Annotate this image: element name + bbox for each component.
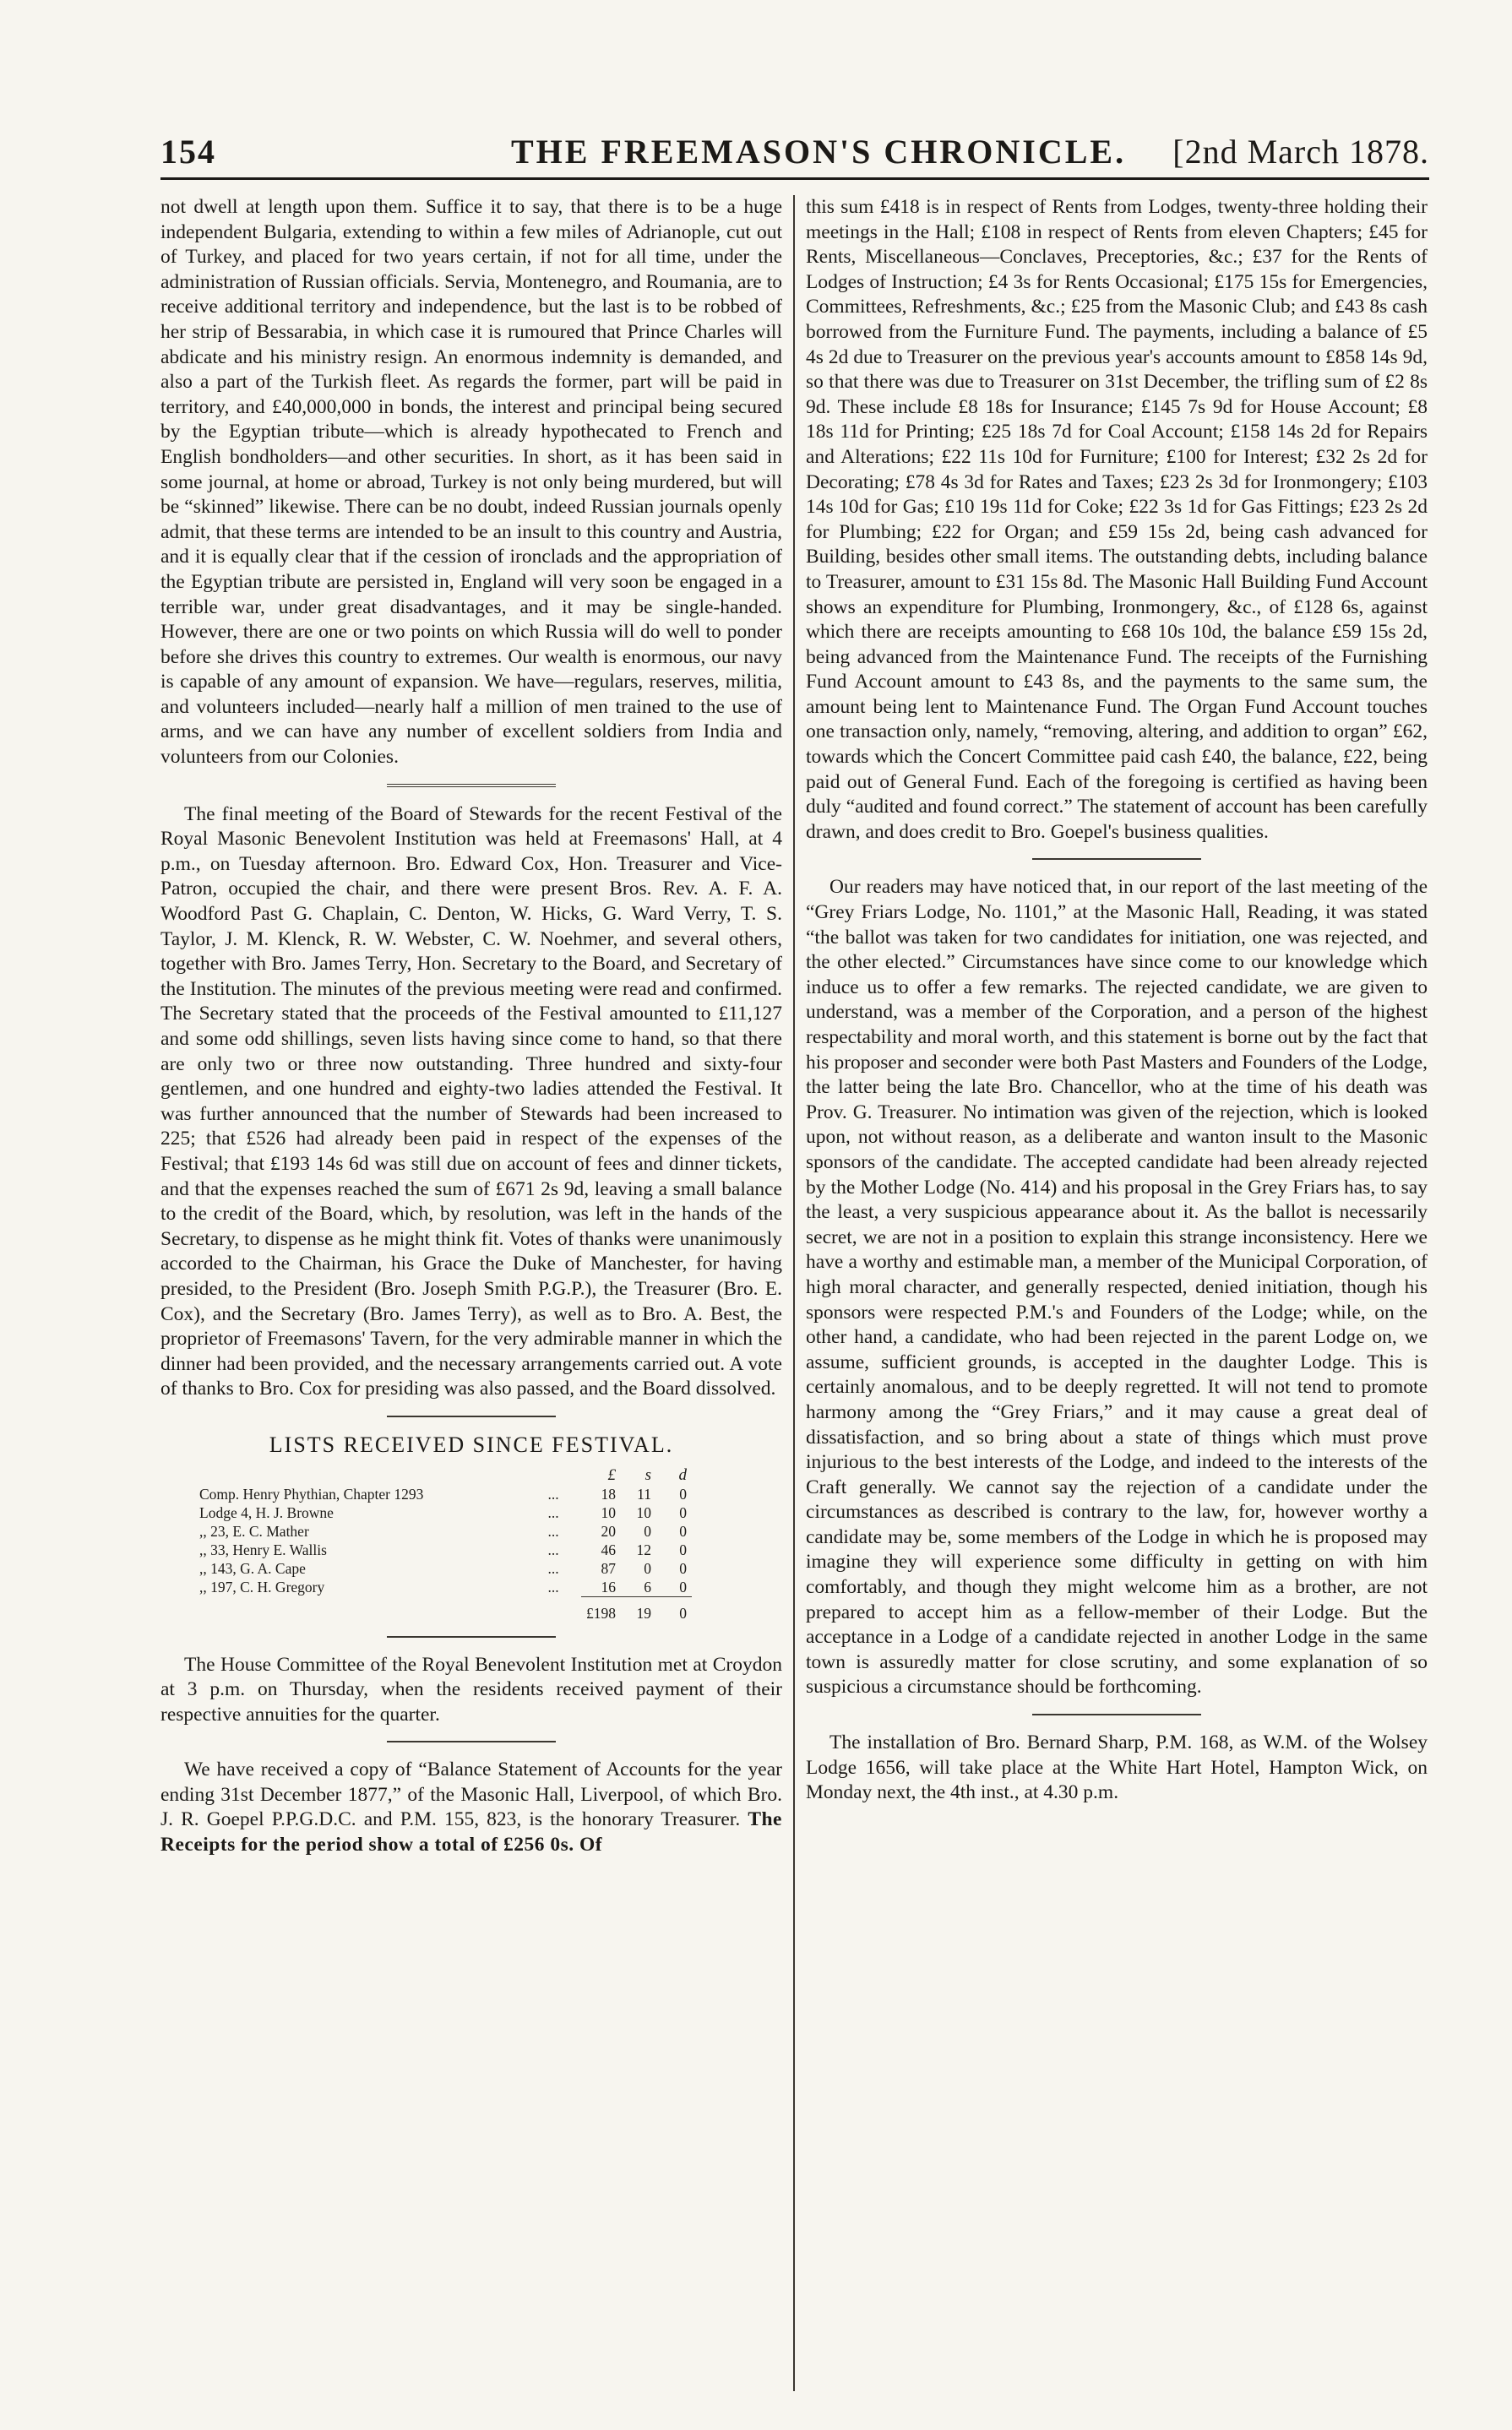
section-divider xyxy=(387,1416,556,1417)
section-divider xyxy=(1032,858,1201,860)
page-number: 154 xyxy=(160,133,216,171)
table-row: ,, 143, G. A. Cape ... 87 0 0 xyxy=(199,1559,687,1577)
total-pence: 0 xyxy=(656,1596,692,1623)
article-house-committee: The House Committee of the Royal Benevolent Institution met at Croydon at 3 p.m. on Thursday, when the residents received payment of their respective annuities for the quarter. xyxy=(160,1653,782,1726)
page-header xyxy=(160,125,1429,180)
section-divider xyxy=(1032,1714,1201,1715)
section-divider xyxy=(387,1741,556,1742)
lists-total-row xyxy=(194,1596,692,1623)
lists-header-row xyxy=(194,1466,692,1485)
article-balance-statement-continued: this sum £418 is in respect of Rents from Lodges, twenty-three holding their meetings in the Hall; £108 in respect of Rents from eleven Chapters; £45 for Rents, Miscellaneous—Conclaves, Preceptories, &c.; £37 for the Rents of Lodges of Instruction; £4 3s for Rents Occasional; £175 15s for Emergencies, Committees, Refreshments, &c.; £25 from the Masonic Club; and £43 8s cash borrowed from the Furniture Fund. The payments, including a balance of £5 4s 2d due to Treasurer on the previous year's accounts amount to £858 14s 9d, so that there was due to Treasurer on 31st December, the trifling sum of £2 8s 9d. These include £8 18s for Insurance; £145 7s 9d for House Account; £8 18s 11d for Printing; £25 18s 7d for Coal Account; £158 14s 2d for Repairs and Alterations; £22 11s 10d for Furniture; £100 for Interest; £32 2s 2d for Decorating; £78 4s 3d for Rates and Taxes; £23 2s 3d for Ironmongery; £103 14s 10d for Gas; £10 19s 11d for Coke; £22 3s 1d for Gas Fittings; £23 2s 2d for Plumbing; £22 for Organ; and £59 15s 2d, being cash advanced for Building, besides other small items. The outstanding debts, including balance to Treasurer, amount to £31 15s 8d. The Masonic Hall Building Fund Account shows an expenditure for Plumbing, Ironmongery, &c., of £128 6s, against which there are receipts amounting to £68 10s 10d, the balance £59 15s 2d, being advanced from the Maintenance Fund. The receipts of the Furnishing Fund Account amount to £43 8s, and the payments to the same sum, the amount being lent to Maintenance Fund. The Organ Fund Account touches one transaction only, namely, “removing, altering, and addition to organ” £62, towards which the Concert Committee paid cash £40, the balance, £22, being paid out of General Fund. Each of the foregoing is certified as having been duly “audited and found correct.” The statement of account has been carefully drawn, and does credit to Bro. Goepel's business qualities. xyxy=(806,196,1428,843)
lists-title: LISTS RECEIVED SINCE FESTIVAL. xyxy=(269,1432,674,1457)
section-divider xyxy=(387,784,556,787)
columns xyxy=(160,195,1429,2391)
total-pounds: £198 xyxy=(581,1596,621,1623)
lists-table xyxy=(194,1466,692,1623)
balance-statement-text: We have received a copy of “Balance Statement of Accounts for the year ending 31st December 1877,” of the Masonic Hall, Liverpool, of which Bro. J. R. Goepel P.P.G.D.C. and P.M. 155, 823, is the honorary Treasurer. xyxy=(160,1759,782,1831)
table-row: Lodge 4, H. J. Browne ... 10 10 0 xyxy=(199,1503,687,1521)
article-turkey-continued: not dwell at length upon them. Suffice it to say, that there is to be a huge independent Bulgaria, extending to within a few miles of Adrianople, cut out of Turkey, and placed for two years certain, if not for all time, under the administration of Russian officials. Servia, Montenegro, and Roumania, are to receive additional territory and independence, but the last is to be robbed of her strip of Bessarabia, in which case it is rumoured that Prince Charles will abdicate and his ministry resign. An enormous indemnity is demanded, and also a part of the Turkish fleet. As regards the former, part will be paid in territory, and £40,000,000 in bonds, the interest and principal being secured by the Egyptian tribute—which is already hypothecated to French and English bondholders—and other securities. In short, as it has been said in some journal, at home or abroad, Turkey is not only being murdered, but will be “skinned” likewise. There can be no doubt, indeed Russian journals openly admit, that these terms are intended to be an insult to this country and Austria, and it is equally clear that if the cession of ironclads and the appropriation of the Egyptian tribute are persisted in, England will very soon be engaged in a terrible war, under great disadvantages, and it may be single-handed. However, there are one or two points on which Russia will do well to ponder before she drives this country to extremes. Our wealth is enormous, our navy is capable of any amount of expansion. We have—regulars, reserves, militia, and volunteers included—nearly half a million of men trained to the use of arms, and we can have any number of excellent soldiers from India and volunteers from our Colonies. xyxy=(160,196,782,769)
left-column xyxy=(160,195,793,2391)
balance-statement-last-line: The Receipts for the period show a total of £256 0s. Of xyxy=(160,1808,782,1856)
total-shillings: 19 xyxy=(621,1596,656,1623)
table-row: Comp. Henry Phythian, Chapter 1293 ... 18 11 0 xyxy=(199,1485,687,1503)
shillings-header: s xyxy=(645,1465,651,1484)
table-row: ,, 197, C. H. Gregory ... 16 6 0 xyxy=(199,1578,687,1596)
article-balance-statement xyxy=(160,1758,782,1857)
pence-header: d xyxy=(678,1465,687,1484)
table-row: ,, 33, Henry E. Wallis ... 46 12 0 xyxy=(199,1541,687,1558)
article-grey-friars-lodge: Our readers may have noticed that, in our report of the last meeting of the “Grey Friars Lodge, No. 1101,” at the Masonic Hall, Reading, it was stated “the ballot was taken for two candidates for initiation, one was rejected, and the other elected.” Circumstances have since come to our knowledge which induce us to offer a few remarks. The rejected candidate, we are given to understand, was a member of the Corporation, and a person of the highest respectability and moral worth, and this statement is borne out by the fact that his proposer and seconder were both Past Masters and Founders of the Lodge, the latter being the late Bro. Chancellor, who at the time of his death was Prov. G. Treasurer. No intimation was given of the rejection, which is looked upon, not without reason, as a deliberate and wanton insult to the Masonic sponsors of the candidate. The accepted candidate had been already rejected by the Mother Lodge (No. 414) and his proposal in the Grey Friars has, to say the least, a very suspicious appearance about it. As the ballot is necessarily secret, we are not in a position to explain this strange inconsistency. Here we have a worthy and estimable man, a member of the Municipal Corporation, of high moral character, and generally respected, denied initiation, though his sponsors were respected P.M.'s and Founders of the Lodge; while, on the other hand, a candidate, who had been rejected in the parent Lodge on, we assume, sufficient grounds, is accepted in the daughter Lodge. This is certainly anomalous, and to be deeply regretted. It will not tend to promote harmony among the “Grey Friars,” and it may cause a great deal of dissatisfaction, and so bring about a state of things which must prove injurious to the best interests of the Lodge, and indeed to the interests of the Craft generally. We cannot say the rejection of a candidate under the circumstances as described is contrary to the law, for, however worthy a candidate may be, some members of the Lodge in which he is proposed may imagine they will experience some difficulty in getting on with him comfortably, and though they might welcome him as a brother, are not prepared to accept him as a fellow-member of their Lodge. But the acceptance in a Lodge of a candidate rejected in another Lodge in the same town is assuredly matter for close scrutiny, and some explanation of so suspicious a circumstance should be forthcoming. xyxy=(806,876,1428,1699)
article-board-of-stewards: The final meeting of the Board of Stewards for the recent Festival of the Royal Masonic Benevolent Institution was held at Freemasons' Hall, at 4 p.m., on Tuesday afternoon. Bro. Edward Cox, Hon. Treasurer and Vice-Patron, occupied the chair, and there were present Bros. Rev. A. F. A. Woodford Past G. Chaplain, C. Denton, W. Hicks, G. Ward Verry, T. S. Taylor, J. M. Klenck, R. W. Webster, C. W. Noehmer, and several others, together with Bro. James Terry, Hon. Secretary to the Board, and Secretary of the Institution. The minutes of the previous meeting were read and confirmed. The Secretary stated that the proceeds of the Festival amounted to £11,127 and some odd shillings, seven lists having since come to hand, so that there are only two or three now outstanding. Three hundred and sixty-four gentlemen, and one hundred and eighty-two ladies attended the Festival. It was further announced that the number of Stewards had been increased to 225; that £526 had already been paid in respect of the expenses of the Festival; that £193 14s 6d was still due on account of fees and dinner tickets, and that the expenses reached the sum of £671 2s 9d, leaving a small balance to the credit of the Board, which, by resolution, was left in the hands of the Secretary, to dispense as he might think fit. Votes of thanks were unanimously accorded to the Chairman, his Grace the Duke of Manchester, for having presided, to the President (Bro. Joseph Smith P.G.P.), the Treasurer (Bro. E. Cox), and the Secretary (Bro. James Terry), as well as to Bro. A. Best, the proprietor of Freemasons' Tavern, for the very admirable manner in which the dinner had been provided, and the necessary arrangements carried out. A vote of thanks to Bro. Cox for presiding was also passed, and the Board dissolved. xyxy=(160,802,782,1400)
issue-date: [2nd March 1878. xyxy=(1172,133,1429,171)
section-divider xyxy=(387,1636,556,1638)
pounds-header: £ xyxy=(607,1465,616,1484)
article-installation: The installation of Bro. Bernard Sharp, P.M. 168, as W.M. of the Wolsey Lodge 1656, will take place at the White Hart Hotel, Hampton Wick, on Monday next, the 4th inst., at 4.30 p.m. xyxy=(806,1731,1428,1804)
table-row: ,, 23, E. C. Mather ... 20 0 0 xyxy=(199,1522,687,1540)
right-column xyxy=(793,195,1428,2391)
newspaper-title: THE FREEMASON'S CHRONICLE. xyxy=(511,133,1127,171)
